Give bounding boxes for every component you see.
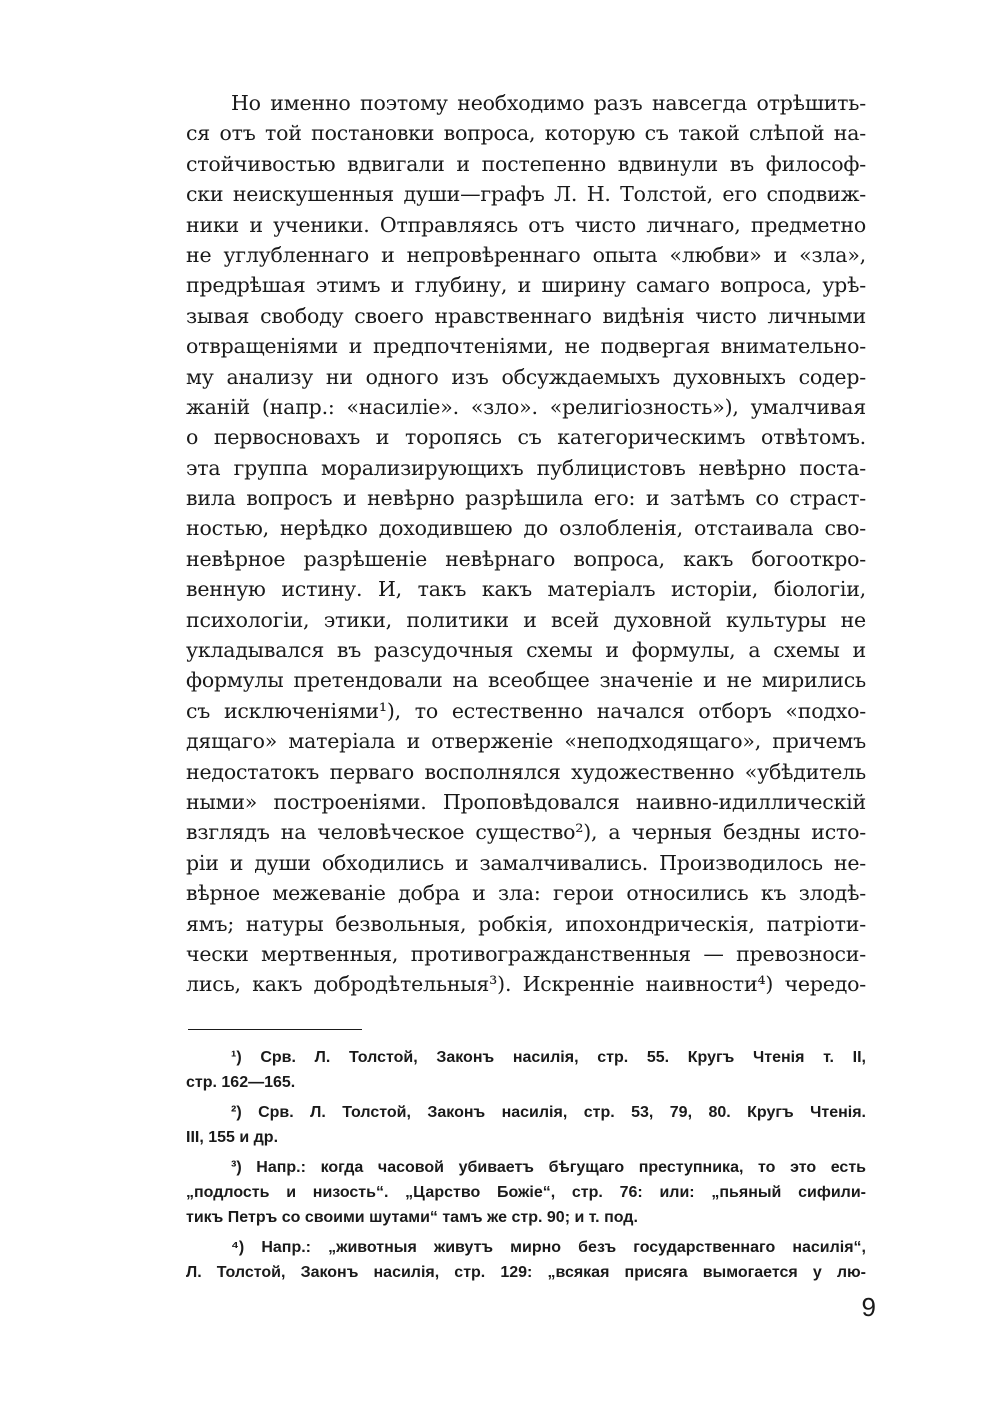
text-line: психологіи, этики, политики и всей духовной культуры не (186, 607, 866, 632)
footnote-separator (188, 1029, 362, 1030)
text-line: о первосновахъ и торопясь съ категорическимъ отвѣтомъ. (186, 425, 866, 450)
text-line: зывая свободу своего нравственнаго видѣнія чисто личными (186, 303, 866, 328)
text-line: предрѣшая этимъ и глубину, и ширину самаго вопроса, урѣ- (186, 273, 866, 298)
text-line: венную истину. И, такъ какъ матеріалъ исторіи, біологіи, (186, 577, 866, 602)
text-line: эта группа морализирующихъ публицистовъ невѣрно поста- (186, 455, 866, 480)
footnote-line: Л. Толстой, Законъ насилія, стр. 129: „всякая присяга вымогается у лю- (186, 1264, 866, 1281)
footnote-line: III, 155 и др. (186, 1129, 279, 1146)
text-line: ріи и души обходились и замалчивались. Производилось не- (186, 850, 866, 875)
text-line: ся отъ той постановки вопроса, которую съ такой слѣпой на- (186, 121, 866, 146)
text-line: му анализу ни одного изъ обсуждаемыхъ духовныхъ содер- (186, 364, 866, 389)
text-line: чески мертвенныя, противогражданственныя — превозноси- (186, 941, 866, 966)
text-line: ностью, нерѣдко доходившею до озлобленія, отстаивала сво- (186, 516, 866, 541)
text-line: жаній (напр.: «насиліе». «зло». «религіозность»), умалчивая (186, 394, 866, 419)
footnote-line: „подлость и низость“. „Царство Божіе“, стр. 76: или: „пьяный сифили- (186, 1184, 866, 1201)
footnote-1 (186, 1045, 866, 1095)
footnote-line: ²) Срв. Л. Толстой, Законъ насилія, стр. 53, 79, 80. Кругъ Чтенія. (231, 1104, 866, 1121)
text-line: лись, какъ добродѣтельныя³). Искренніе наивности⁴) чередо- (186, 972, 866, 997)
text-line: взглядъ на человѣческое существо²), а черныя бездны исто- (186, 820, 866, 845)
text-line: дящаго» матеріала и отверженіе «неподходящаго», причемъ (186, 729, 866, 754)
text-line: недостатокъ перваго восполнялся художественно «убѣдитель (186, 759, 866, 784)
text-line: не углубленнаго и непровѣреннаго опыта «любви» и «зла», (186, 242, 866, 267)
footnote-2 (186, 1100, 866, 1150)
text-line: съ исключеніями¹), то естественно начался отборъ «подхо- (186, 698, 866, 723)
text-line: вѣрное межеваніе добра и зла: герои относились къ злодѣ- (186, 881, 866, 906)
text-line: укладывался въ разсудочныя схемы и формулы, а схемы и (186, 638, 866, 663)
footnote-3 (186, 1155, 866, 1230)
text-line: ски неискушенныя души—графъ Л. Н. Толстой, его сподвиж- (186, 182, 866, 207)
footnote-4 (186, 1235, 866, 1285)
text-line: невѣрное разрѣшеніе невѣрнаго вопроса, какъ богооткро- (186, 546, 866, 571)
text-line: ными» построеніями. Проповѣдовался наивно-идиллическій (186, 789, 866, 814)
text-line: вила вопросъ и невѣрно разрѣшила его: и затѣмъ со страст- (186, 486, 866, 511)
text-line: формулы претендовали на всеобщее значеніе и не мирились (186, 668, 866, 693)
footnote-line: стр. 162—165. (186, 1074, 296, 1091)
footnote-line: тикъ Петръ со своими шутами“ тамъ же стр. 90; и т. под. (186, 1209, 638, 1226)
footnote-line: ¹) Срв. Л. Толстой, Законъ насилія, стр. 55. Кругъ Чтенія т. II, (231, 1049, 866, 1066)
text-line: ники и ученики. Отправляясь отъ чисто личнаго, предметно (186, 212, 866, 237)
footnote-line: ⁴) Напр.: „животныя живутъ мирно безъ государственнаго насилія“, (231, 1239, 866, 1256)
footnote-line: ³) Напр.: когда часовой убиваетъ бѣгущаго преступника, то это есть (231, 1159, 866, 1176)
footnotes (186, 1045, 866, 1285)
text-line: стойчивостью вдвигали и постепенно вдвинули въ философ- (186, 151, 866, 176)
text-line: ямъ; натуры безвольныя, робкія, ипохондрическія, патріоти- (186, 911, 866, 936)
main-text (186, 88, 866, 1000)
page-number: 9 (861, 1292, 876, 1322)
text-line: отвращеніями и предпочтеніями, не подвергая внимательно- (186, 334, 866, 359)
text-line: Но именно поэтому необходимо разъ навсегда отрѣшить- (231, 91, 866, 115)
